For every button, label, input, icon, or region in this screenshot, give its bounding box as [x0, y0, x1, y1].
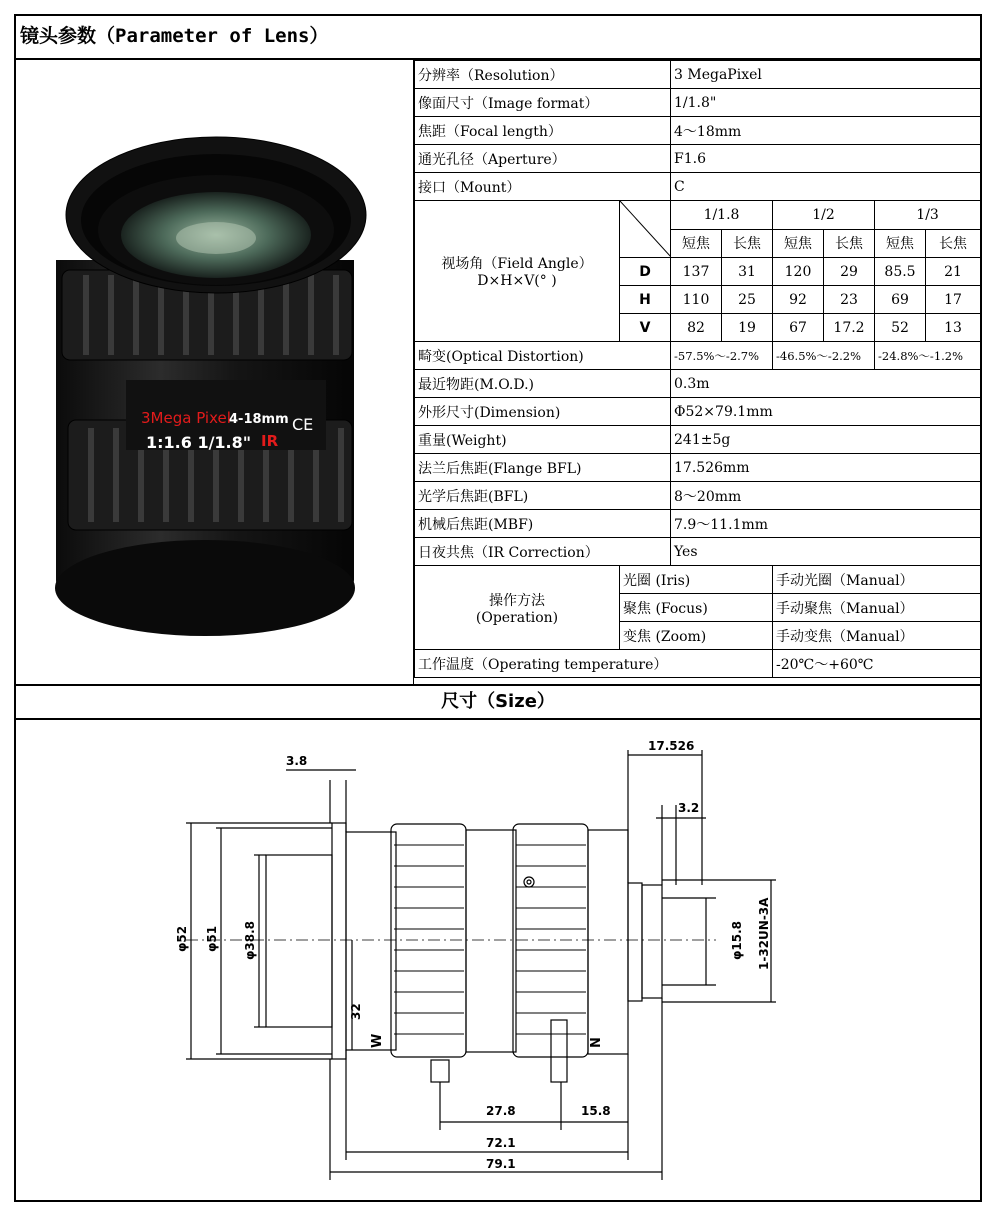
axis-h: H [620, 286, 671, 314]
operation-label-line1: 操作方法 [489, 592, 545, 609]
bfl-label: 光学后焦距(BFL) [415, 482, 671, 510]
fa-v-cell: 52 [875, 314, 926, 342]
ir-correction-value: Yes [671, 538, 981, 566]
row-mount [415, 173, 981, 201]
operation-zoom-value: 手动变焦（Manual） [773, 622, 981, 650]
dim-phi51: φ51 [205, 925, 219, 952]
resolution-value: 3 MegaPixel [671, 61, 981, 89]
bfl-value: 8～20mm [671, 482, 981, 510]
photo-label-focal: 4-18mm [229, 412, 289, 427]
dim-phi52: φ52 [175, 925, 189, 952]
dim-79-1: 79.1 [486, 1157, 516, 1171]
dimension-drawing-graphic [16, 720, 980, 1200]
dimension-label: 外形尺寸(Dimension) [415, 398, 671, 426]
distortion-value-1-1-8: -57.5%～-2.7% [671, 342, 773, 370]
field-angle-label-line1: 视场角（Field Angle） [441, 256, 593, 272]
photo-label-aperture: 1:1.6 1/1.8" [146, 433, 252, 452]
fa-d-cell: 29 [824, 258, 875, 286]
field-angle-label [415, 201, 620, 342]
weight-label: 重量(Weight) [415, 426, 671, 454]
row-ir-correction [415, 538, 981, 566]
operation-label [415, 566, 620, 650]
mbf-value: 7.9～11.1mm [671, 510, 981, 538]
dim-phi15-8: φ15.8 [730, 921, 744, 960]
dim-27-8: 27.8 [486, 1104, 516, 1118]
axis-v: V [620, 314, 671, 342]
distortion-value-1-3: -24.8%～-1.2% [875, 342, 981, 370]
operation-label-line2: (Operation) [475, 609, 559, 626]
temperature-value: -20℃～+60℃ [773, 650, 981, 678]
image-format-value: 1/1.8" [671, 89, 981, 117]
parameter-table [414, 60, 981, 678]
lens-photo-graphic [16, 60, 414, 684]
dim-phi38-8: φ38.8 [243, 921, 257, 960]
photo-label-red: 3Mega Pixel [141, 409, 231, 427]
dim-3-8: 3.8 [286, 754, 308, 768]
aperture-label: 通光孔径（Aperture） [415, 145, 671, 173]
fa-v-cell: 67 [773, 314, 824, 342]
row-distortion [415, 342, 981, 370]
mark-w: W [370, 1033, 385, 1048]
dim-17-526: 17.526 [648, 739, 695, 753]
focal-length-label: 焦距（Focal length） [415, 117, 671, 145]
dim-15-8: 15.8 [581, 1104, 611, 1118]
fa-d-cell: 21 [926, 258, 981, 286]
fa-h-cell: 69 [875, 286, 926, 314]
field-angle-diagonal-cell [620, 201, 671, 258]
mod-label: 最近物距(M.O.D.) [415, 370, 671, 398]
flange-bfl-value: 17.526mm [671, 454, 981, 482]
row-field-angle-header [415, 201, 981, 230]
flange-bfl-label: 法兰后焦距(Flange BFL) [415, 454, 671, 482]
page-title: 镜头参数（Parameter of Lens） [14, 14, 982, 60]
format-1-3: 1/3 [875, 201, 981, 230]
row-image-format [415, 89, 981, 117]
short-label: 短焦 [875, 229, 926, 258]
fa-d-cell: 31 [722, 258, 773, 286]
fa-d-cell: 85.5 [875, 258, 926, 286]
dim-32: 32 [349, 1003, 363, 1020]
fa-v-cell: 17.2 [824, 314, 875, 342]
fa-h-cell: 23 [824, 286, 875, 314]
fa-h-cell: 110 [671, 286, 722, 314]
operation-zoom-name: 变焦 (Zoom) [620, 622, 773, 650]
temperature-label: 工作温度（Operating temperature） [415, 650, 773, 678]
dimension-value: Φ52×79.1mm [671, 398, 981, 426]
row-flange-bfl [415, 454, 981, 482]
short-label: 短焦 [671, 229, 722, 258]
mount-label: 接口（Mount） [415, 173, 671, 201]
photo-label-ir: IR [261, 432, 279, 450]
thread-spec: 1-32UN-3A [757, 897, 771, 970]
dim-72-1: 72.1 [486, 1136, 516, 1150]
mount-value: C [671, 173, 981, 201]
weight-value: 241±5g [671, 426, 981, 454]
fa-h-cell: 92 [773, 286, 824, 314]
axis-d: D [620, 258, 671, 286]
row-resolution [415, 61, 981, 89]
fa-v-cell: 19 [722, 314, 773, 342]
mark-n: N [589, 1037, 604, 1048]
size-header: 尺寸（Size） [14, 684, 982, 720]
operation-iris-value: 手动光圈（Manual） [773, 566, 981, 594]
field-angle-label-line2: D×H×V(° ) [477, 273, 557, 289]
ce-mark: CE [292, 415, 314, 434]
row-temperature [415, 650, 981, 678]
format-1-1-8: 1/1.8 [671, 201, 773, 230]
diagonal-slash [620, 201, 671, 257]
row-mod [415, 370, 981, 398]
operation-focus-name: 聚焦 (Focus) [620, 594, 773, 622]
long-label: 长焦 [926, 229, 981, 258]
long-label: 长焦 [722, 229, 773, 258]
fa-v-cell: 13 [926, 314, 981, 342]
row-dimension [415, 398, 981, 426]
distortion-label: 畸变(Optical Distortion) [415, 342, 671, 370]
row-mbf [415, 510, 981, 538]
distortion-value-1-2: -46.5%～-2.2% [773, 342, 875, 370]
row-focal-length [415, 117, 981, 145]
aperture-value: F1.6 [671, 145, 981, 173]
format-1-2: 1/2 [773, 201, 875, 230]
focal-length-value: 4～18mm [671, 117, 981, 145]
lens-photo [16, 60, 414, 684]
fa-h-cell: 17 [926, 286, 981, 314]
operation-iris-name: 光圈 (Iris) [620, 566, 773, 594]
mod-value: 0.3m [671, 370, 981, 398]
long-label: 长焦 [824, 229, 875, 258]
fa-h-cell: 25 [722, 286, 773, 314]
dimension-drawing [16, 720, 980, 1200]
fa-d-cell: 137 [671, 258, 722, 286]
dim-3-2: 3.2 [678, 801, 700, 815]
image-format-label: 像面尺寸（Image format） [415, 89, 671, 117]
row-weight [415, 426, 981, 454]
mbf-label: 机械后焦距(MBF) [415, 510, 671, 538]
fa-v-cell: 82 [671, 314, 722, 342]
short-label: 短焦 [773, 229, 824, 258]
row-aperture [415, 145, 981, 173]
ir-correction-label: 日夜共焦（IR Correction） [415, 538, 671, 566]
operation-focus-value: 手动聚焦（Manual） [773, 594, 981, 622]
row-operation-iris [415, 566, 981, 594]
resolution-label: 分辨率（Resolution） [415, 61, 671, 89]
fa-d-cell: 120 [773, 258, 824, 286]
row-bfl [415, 482, 981, 510]
